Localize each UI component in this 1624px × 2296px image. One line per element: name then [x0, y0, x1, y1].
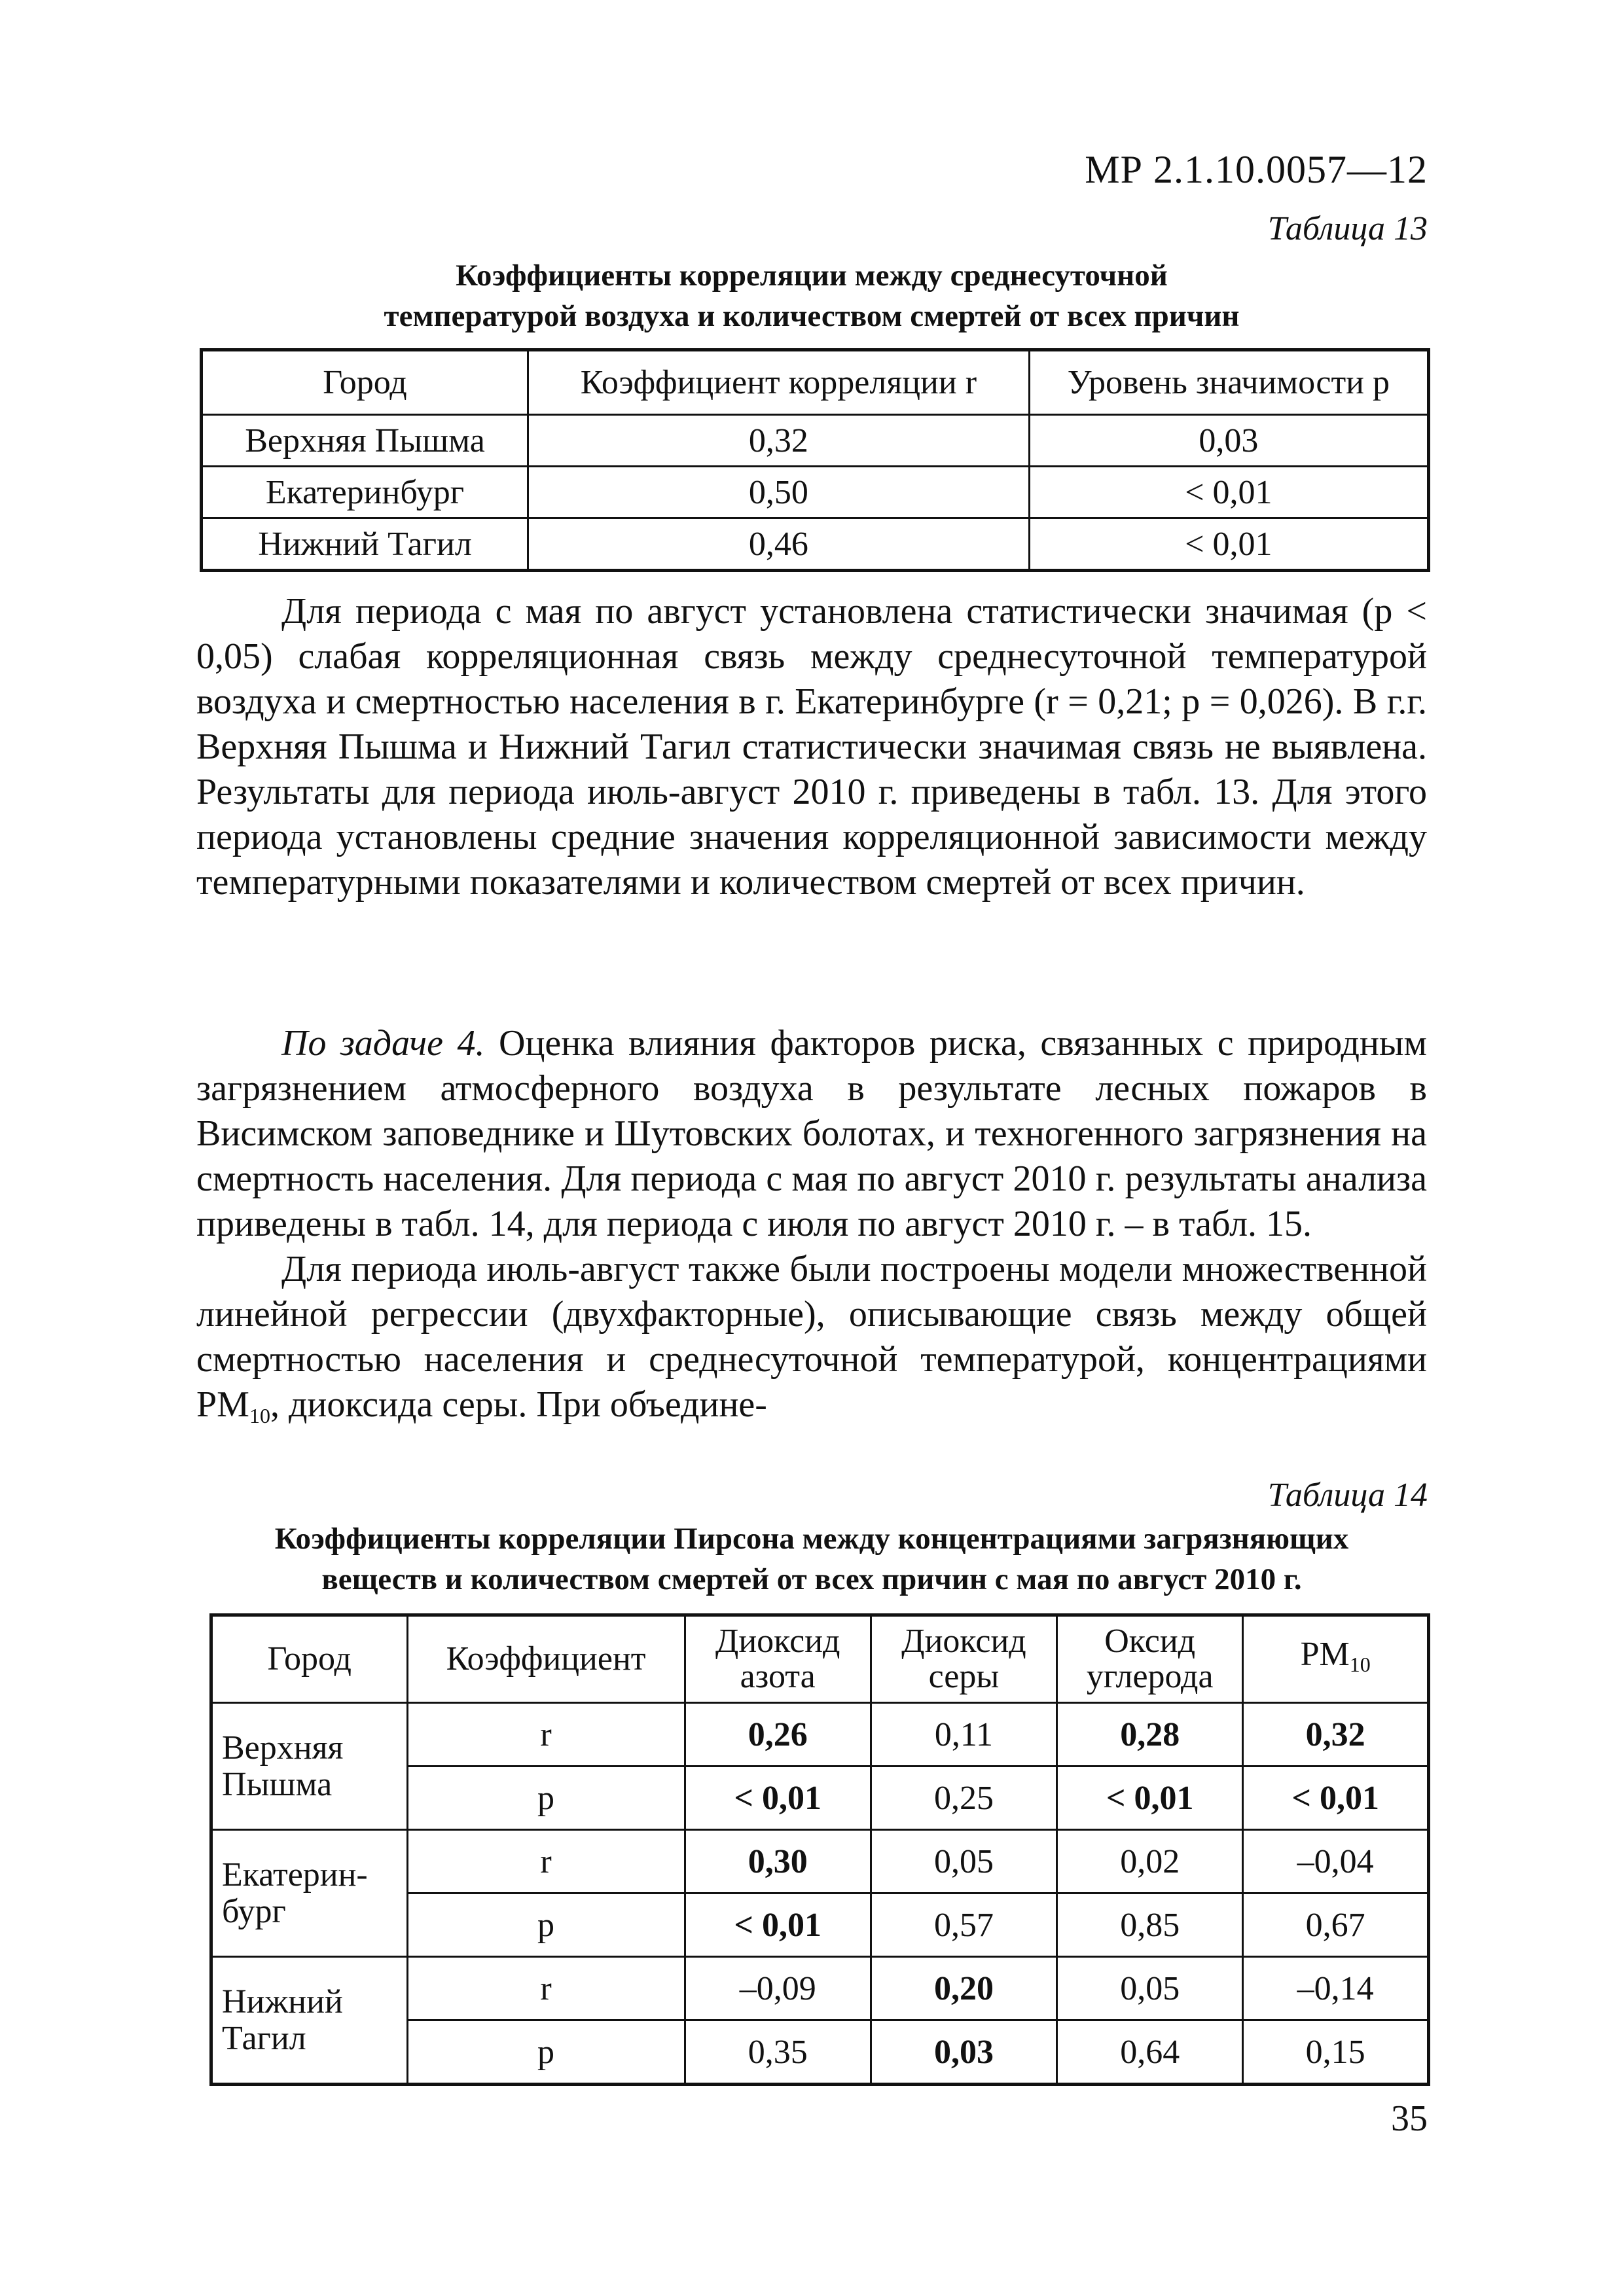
table-13-title-line1: Коэффициенты корреляции между среднесуточной — [456, 259, 1168, 293]
cell-value: 0,32 — [1243, 1703, 1429, 1767]
body-text — [196, 589, 1427, 905]
cell-coef-label: r — [407, 1957, 685, 2020]
cell-r: 0,50 — [528, 467, 1030, 518]
table-14-label: Таблица 14 — [1267, 1477, 1428, 1514]
table-row — [211, 1703, 1429, 1767]
paragraph-3-text-a: Для периода июль-август также были построены модели множественной линейной регрессии (двухфакторные), описывающие связь между общей смертностью населения и среднесуточной температурой, концентрациями PM — [196, 1249, 1427, 1425]
cell-value: 0,02 — [1057, 1830, 1243, 1893]
cell-value: 0,28 — [1057, 1703, 1243, 1767]
table-14-title-line1: Коэффициенты корреляции Пирсона между концентрациями загрязняющих — [274, 1522, 1349, 1556]
paragraph-2 — [196, 1021, 1427, 1247]
cell-city: Верхняя Пышма — [202, 415, 528, 467]
header-carbon-oxide: Оксид углерода — [1057, 1615, 1243, 1703]
table-header-row — [211, 1615, 1429, 1703]
paragraph-2-text: Оценка влияния факторов риска, связанных с природным загрязнением атмосферного воздуха в результате лесных пожаров в Висимском заповеднике и Шутовских болотах, и техногенного загрязнения на смертность населения. Для периода с мая по август 2010 г. результаты анализа приведены в табл. 14, для периода с июля по август 2010 г. – в табл. 15. — [196, 1023, 1427, 1244]
cell-coef-label: p — [407, 1893, 685, 1957]
table-row — [211, 1830, 1429, 1893]
cell-value: 0,30 — [685, 1830, 871, 1893]
cell-value: 0,03 — [871, 2020, 1056, 2085]
cell-city: Нижний Тагил — [211, 1957, 408, 2085]
cell-p: < 0,01 — [1029, 518, 1428, 571]
cell-value: < 0,01 — [685, 1767, 871, 1830]
cell-value: 0,35 — [685, 2020, 871, 2085]
table-14-title-line2: веществ и количеством смертей от всех причин с мая по август 2010 г. — [321, 1562, 1302, 1596]
table-row — [202, 467, 1429, 518]
header-significance: Уровень значимости p — [1029, 350, 1428, 415]
cell-coef-label: p — [407, 1767, 685, 1830]
cell-value: 0,26 — [685, 1703, 871, 1767]
cell-value: < 0,01 — [1243, 1767, 1429, 1830]
cell-value: 0,64 — [1057, 2020, 1243, 2085]
table-14 — [209, 1613, 1430, 2086]
cell-value: < 0,01 — [685, 1893, 871, 1957]
cell-value: 0,05 — [1057, 1957, 1243, 2020]
cell-value: < 0,01 — [1057, 1767, 1243, 1830]
table-row — [202, 518, 1429, 571]
cell-city: Екатеринбург — [202, 467, 528, 518]
cell-city: Верхняя Пышма — [211, 1703, 408, 1830]
table-13-title-line2: температурой воздуха и количеством смертей от всех причин — [384, 299, 1240, 333]
cell-value: –0,09 — [685, 1957, 871, 2020]
header-city: Город — [202, 350, 528, 415]
paragraph-3 — [196, 1247, 1427, 1439]
header-city: Город — [211, 1615, 408, 1703]
cell-city: Нижний Тагил — [202, 518, 528, 571]
pm-subscript: 10 — [249, 1404, 270, 1427]
table-14-title — [196, 1518, 1427, 1600]
table-13-label: Таблица 13 — [1267, 210, 1428, 247]
task-label: По задаче 4. — [281, 1023, 485, 1064]
header-nitrogen-dioxide: Диоксид азота — [685, 1615, 871, 1703]
cell-value: 0,11 — [871, 1703, 1056, 1767]
cell-value: –0,04 — [1243, 1830, 1429, 1893]
page-number: 35 — [1391, 2098, 1428, 2139]
table-13-title — [196, 255, 1427, 336]
cell-value: 0,15 — [1243, 2020, 1429, 2085]
table-13 — [200, 348, 1430, 572]
table-header-row — [202, 350, 1429, 415]
cell-city: Екатерин- бург — [211, 1830, 408, 1957]
cell-value: 0,67 — [1243, 1893, 1429, 1957]
header-pm10: $PM_{10}$ — [1243, 1615, 1429, 1703]
cell-p: 0,03 — [1029, 415, 1428, 467]
cell-r: 0,32 — [528, 415, 1030, 467]
cell-r: 0,46 — [528, 518, 1030, 571]
cell-value: 0,57 — [871, 1893, 1056, 1957]
paragraph-3-text-b: , диоксида серы. При объедине- — [270, 1384, 767, 1425]
cell-value: 0,25 — [871, 1767, 1056, 1830]
document-code: МР 2.1.10.0057—12 — [1085, 148, 1428, 191]
cell-value: –0,14 — [1243, 1957, 1429, 2020]
header-coefficient: Коэффициент — [407, 1615, 685, 1703]
table-row — [211, 1957, 1429, 2020]
cell-value: 0,85 — [1057, 1893, 1243, 1957]
paragraph-1: Для периода с мая по август установлена статистически значимая (p < 0,05) слабая корреляционная связь между среднесуточной температурой воздуха и смертностью населения в г. Екатеринбурге (r = 0,21; p = 0,026). В г.г. Верхняя Пышма и Нижний Тагил статистически значимая связь не выявлена. Результаты для периода июль-август 2010 г. приведены в табл. 13. Для этого периода установлены средние значения корреляционной зависимости между температурными показателями и количеством смертей от всех причин. — [196, 591, 1427, 903]
cell-coef-label: p — [407, 2020, 685, 2085]
cell-coef-label: r — [407, 1830, 685, 1893]
body-text-2 — [196, 1021, 1427, 1439]
header-correlation: Коэффициент корреляции r — [528, 350, 1030, 415]
cell-value: 0,05 — [871, 1830, 1056, 1893]
header-sulfur-dioxide: Диоксид серы — [871, 1615, 1056, 1703]
cell-p: < 0,01 — [1029, 467, 1428, 518]
cell-value: 0,20 — [871, 1957, 1056, 2020]
cell-coef-label: r — [407, 1703, 685, 1767]
table-row — [202, 415, 1429, 467]
